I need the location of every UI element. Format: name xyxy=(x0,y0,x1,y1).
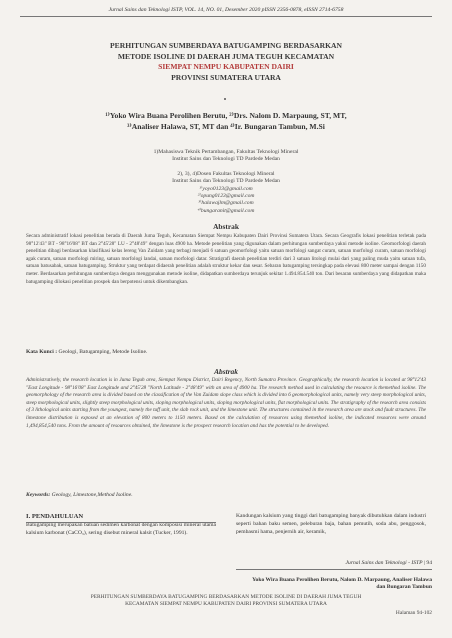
affiliation-1-line-2: Institut Sains dan Teknologi TD Pardede Medan xyxy=(172,156,280,163)
email-list xyxy=(50,186,402,215)
journal-header: Jurnal Sains dan Teknologi ISTP, VOL. 14, NO. 01, Desember 2020 pISSN 2356-0878, eISSN 2714-6758 xyxy=(108,7,344,13)
affiliation-2-line-2: Institut Sains dan Teknologi TD Pardede Medan xyxy=(172,178,280,185)
paper-title xyxy=(30,41,422,83)
page-footer xyxy=(236,560,432,566)
kata-kunci-values: Geologi, Batugamping, Metode Isoline. xyxy=(58,349,148,355)
footer-page-number: | 94 xyxy=(423,560,432,566)
title-line-3: SIEMPAT NEMPU KABUPATEN DAIRI xyxy=(158,62,294,72)
keywords-values: Geology, Limestone,Method Isoline. xyxy=(51,492,133,498)
keywords-label: Keywords: xyxy=(26,492,51,498)
abstract-heading: Abstrak xyxy=(214,367,238,376)
abstrak-text: Secara administratif lokasi penelitian berada di Daerah Juma Teguh, Kecamatan Siempat Nempu Kabupaten Dairi Provinsi Sumatera Utara. Secara Geografis lokasi penelitian terletak pada 98°12'43" BT - 98°16'08" BT dan 2°45'28" LU - 2°48'49" dengan luas 4900 ha. Metode penelitian yang digunakan dalam perhitungan sumberdaya yakni metode isoline. Geomorfologi daerah penelitian dibagi berdasarkan klasifikasi kelas lereng Van Zuidam yang terbagi menjadi 6 satuan geomorfologi yaitu satuan morfologi sangat curam, satuan morfologi curam, satuan morfologi agak curam, satuan morfologi miring, satuan morfologi landai, satuan morfologi datar. Stratigrafi daerah penelitian terdiri dari 3 satuan litologi mulai dari yang paling muda yaitu satuan tufa, satuan batusabak, satuan batugamping. Struktur yang terdapat didaerah penelitian adalah struktur kekar dan sesar. Sebaran batugamping tersingkap pada elevasi 800 meter sampai dengan 1150 meter. Berdasarkan perhitungan sumberdaya dengan menggunakan metode isoline, didapatkan sumberdaya terunjuk sekitar 1.494.854.540 ton. Dari besaran sumberdaya yang didapatkan maka batugamping dilokasi penelitian prospek dan berpotensi untuk dikembangkan. xyxy=(26,233,426,285)
abstract-text: Administratively, the research location is in Juma Teguh area, Siempat Nempu District, Dairi Regency, North Sumatra Province. Geographically, the research location is located at 98°12'43 "East Longitude - 98°16'08" East Longitude and 2°45'28 "North Latitude - 2°48'49" with an area of 4900 ha. The research method used in calculating the resource is themethod isoline. The geomorphology of the research area is divided based on the classification of the Van Zuidam slope class which is divided into 6 geomorphological units, namely very steep morphological units, steep morphological units, slightly steep morphological units, sloping morphological units, sloping morphological units, flat morphological units. The stratigraphy of the research area consists of 3 lithological units starting from the youngest, namely the tuff unit, the slab rock unit, and the limestone unit. The structures contained in the research area are stock and fault structures. The limestone distribution is exposed at an elevation of 800 meters to 1150 meters. Based on the calculation of resources using themethod isoline, the indicated resources were around 1,494,854,540 tons. From the amount of resources obtained, the limestone is the prospect research location and has the potential to be developed. xyxy=(26,377,426,429)
email-3: ³⁾halawajlm@gmail.com xyxy=(198,200,254,207)
citation-authors xyxy=(140,577,432,592)
title-line-2: METODE ISOLINE DI DAERAH JUMA TEGUH KECAMATAN xyxy=(117,51,335,61)
email-4: ⁴⁾bungaranit@gmail.com xyxy=(197,207,255,214)
citation-authors-line-2: dan Bungaran Tambun xyxy=(376,584,432,591)
body-column-left xyxy=(26,513,216,537)
citation-authors-line-1: Yoko Wira Buana Perolihen Berutu, Nalom D. Marpaung, Analiser Halawa xyxy=(252,577,432,583)
email-1: ¹⁾yoyo0123@gmail.com xyxy=(199,186,253,192)
author-list xyxy=(40,111,412,132)
affiliation-1-line-1: 1)Mahasiswa Teknik Pertambangan, Fakultas Teknologi Mineral xyxy=(153,149,299,155)
citation-title-line-1: PERHITUNGAN SUMBERDAYA BATUGAMPING BERDASARKAN METODE ISOLINE DI DAERAH JUMA TEGUH xyxy=(90,594,362,600)
citation-title-line-2: KECAMATAN SIEMPAT NEMPU KABUPATEN DAIRI PROVINSI SUMATERA UTARA xyxy=(125,601,327,607)
bullet-dot xyxy=(224,98,226,100)
affiliation-student xyxy=(50,149,402,164)
title-line-1: PERHITUNGAN SUMBERDAYA BATUGAMPING BERDASARKAN xyxy=(110,41,342,50)
title-line-4: PROVINSI SUMATERA UTARA xyxy=(171,72,281,82)
header-divider xyxy=(20,16,432,17)
section-heading-introduction: I. PENDAHULUAN xyxy=(26,513,84,520)
keywords xyxy=(26,492,426,498)
body-column-right xyxy=(236,513,426,536)
section-heading-underline xyxy=(26,522,216,523)
introduction-left-text: Batugamping merupakan batuan sedimen karbonat dengan komposisi mineral utama kalsium karbonat (CaCO₃), sering disebut mineral kalsit (Tucker, 1991). xyxy=(26,521,216,536)
introduction-right-text: Kandungan kalsium yang tinggi dari batugamping banyak dibutuhkan dalam industri seperti bahan baku semen, peleburan baja, bahan pemutih, soda abu, penggosok, pembasmi hama, penjernih air, keramik, xyxy=(236,513,426,535)
email-2: ²⁾opung0123@gmail.com xyxy=(197,193,255,200)
authors-line-1: ¹⁾Yoko Wira Buana Perolihen Berutu, ²⁾Drs. Nalom D. Marpaung, ST, MT, xyxy=(105,111,347,120)
footer-journal: Jurnal Sains dan Teknologi - ISTP xyxy=(345,560,423,566)
footer-divider xyxy=(236,569,432,570)
citation-pages: Halaman 94-102 xyxy=(395,610,432,616)
affiliation-2-line-1: 2), 3), 4)Dosen Fakultas Teknologi Mineral xyxy=(177,171,275,177)
citation-title xyxy=(20,594,432,608)
kata-kunci xyxy=(26,349,426,355)
kata-kunci-label: Kata Kunci : xyxy=(26,349,58,355)
abstrak-heading: Abstrak xyxy=(213,222,239,231)
affiliation-lecturers xyxy=(50,171,402,186)
authors-line-2: ³⁾Analiser Halawa, ST, MT dan ⁴⁾Ir. Bungaran Tambun, M.Si xyxy=(127,121,325,131)
